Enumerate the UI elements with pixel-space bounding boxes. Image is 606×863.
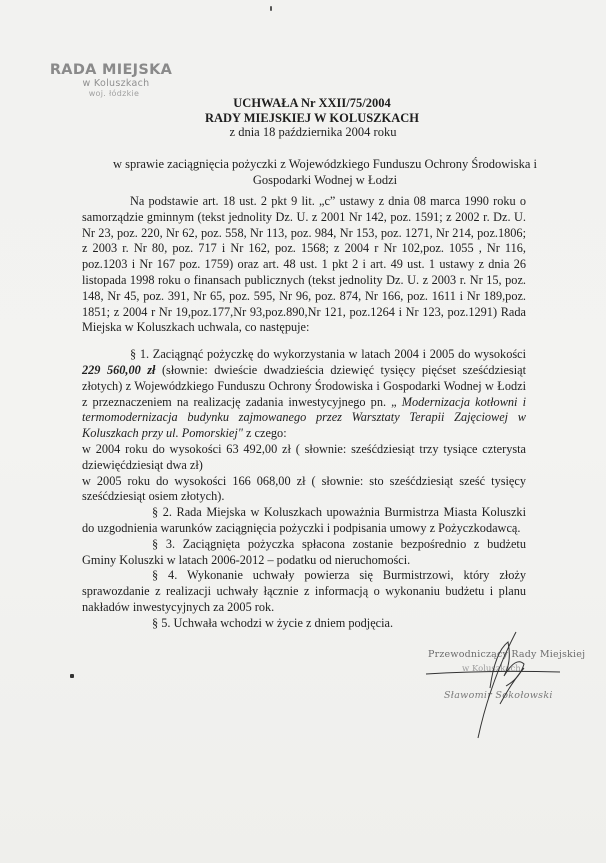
resolution-title: UCHWAŁA Nr XXII/75/2004 (233, 96, 391, 110)
resolution-body (82, 194, 526, 632)
signature-block (420, 640, 590, 740)
signatory-name: Sławomir Sokołowski (444, 690, 553, 701)
stamp-line-1: RADA MIEJSKA (49, 62, 173, 78)
loan-amount-words: (słownie: dwieście dwadzieścia dziewięć tysięcy pięćset sześćdziesiąt złotych) z Wojewódzkiego Funduszu Ochrony Środowiska i Gospodarki Wodnej w Łodzi z przeznaczeniem na realizację zadania inwestycyjnego pn. „ (82, 362, 526, 409)
preamble: Na podstawie art. 18 ust. 2 pkt 9 lit. „c” ustawy z dnia 08 marca 1990 roku o samorządzie gminnym (tekst jednolity Dz. U. z 2001 Nr 142, poz. 1591; z 2002 r. Dz. U. Nr 23, poz. 220, Nr 62, poz. 558, Nr 113, poz. 984, Nr 153, poz. 1271, Nr 214, poz.1806; z 2003 r. Nr 80, poz. 717 i Nr 162, poz. 1568; z 2004 r Nr 102,poz. 1055 , Nr 116, poz.1203 i Nr 167 poz. 1759) oraz art. 48 ust. 1 pkt 2 i art. 49 ust. 1 ustawy z dnia 26 listopada 1998 roku o finansach publicznych (tekst jednolity Dz. U. z 2003 r. Nr 15, poz. 148, Nr 45, poz. 391, Nr 65, poz. 595, Nr 96, poz. 874, Nr 166, poz. 1611 i Nr 189,poz. 1851; z 2004 r Nr 19,poz.177,Nr 93,poz.890,Nr 121, poz.1264 i Nr 123, poz.1291) Rada Miejska w Koluszkach uchwala, co następuje: (82, 194, 526, 335)
scan-speck (70, 674, 74, 678)
council-name: RADY MIEJSKIEJ W KOLUSZKACH (204, 110, 420, 125)
paragraph-5: § 5. Uchwała wchodzi w życie z dniem podjęcia. (152, 615, 394, 630)
subject-line-2: Gospodarki Wodnej w Łodzi (252, 172, 398, 187)
loan-amount: 229 560,00 zł (82, 362, 156, 377)
installment-2005: w 2005 roku do wysokości 166 068,00 zł ( słownie: sto sześćdziesiąt sześć tysięcy sześćdziesiąt osiem złotych). (82, 473, 526, 504)
scan-speck (270, 6, 272, 11)
investment-task-name: Modernizacja kotłowni i termomodernizacja budynku zajmowanego przez Warsztaty Terapii Zajęciowej w Koluszkach przy ul. Pomorskiej" (82, 394, 526, 441)
signatory-place: w Koluszkach (462, 664, 521, 674)
subject-line-1: w sprawie zaciągnięcia pożyczki z Wojewódzkiego Funduszu Ochrony Środowiska i (113, 157, 537, 171)
handwritten-signature-icon (420, 612, 590, 742)
installment-2004: w 2004 roku do wysokości 63 492,00 zł ( słownie: sześćdziesiąt trzy tysiące czterysta dziewięćdziesiąt dwa zł) (82, 441, 526, 472)
resolution-date: z dnia 18 października 2004 roku (229, 125, 397, 139)
task-tail: z czego: (242, 426, 287, 441)
signatory-title: Przewodniczący Rady Miejskiej (428, 649, 586, 660)
paragraph-2: § 2. Rada Miejska w Koluszkach upoważnia Burmistrza Miasta Koluszki do uzgodnienia warunków zaciągnięcia pożyczki i podpisania umowy z Pożyczkodawcą. (82, 505, 526, 535)
council-stamp (36, 62, 186, 99)
paragraph-1-intro: § 1. Zaciągnąć pożyczkę do wykorzystania w latach 2004 i 2005 do wysokości (130, 347, 526, 362)
stamp-line-3: woj. łódzkie (88, 89, 140, 98)
paragraph-3: § 3. Zaciągnięta pożyczka spłacona zostanie bezpośrednio z budżetu Gminy Koluszki w latach 2006-2012 – podatku od nieruchomości. (82, 536, 526, 567)
stamp-line-2: w Koluszkach (82, 78, 150, 89)
paragraph-1 (82, 347, 526, 442)
resolution-subject (90, 157, 560, 188)
paragraph-4: § 4. Wykonanie uchwały powierza się Burmistrzowi, który złoży sprawozdanie z realizacji uchwały łącznie z informacją o wykonaniu budżetu i planu nakładów inwestycyjnych za 2005 rok. (82, 568, 526, 614)
resolution-header (0, 96, 606, 140)
